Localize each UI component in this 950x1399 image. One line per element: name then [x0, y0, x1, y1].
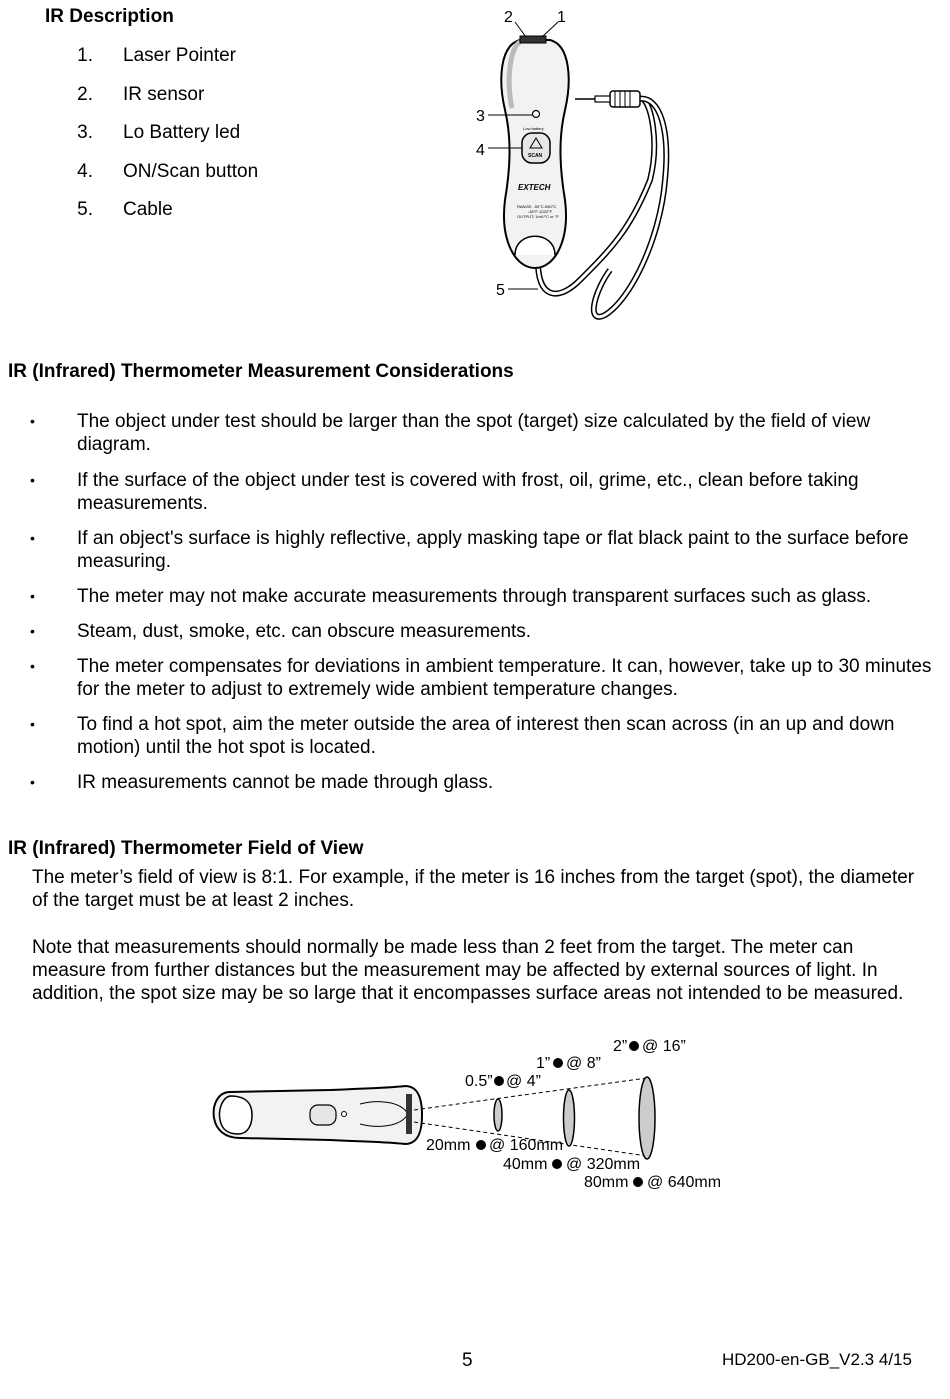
considerations-heading: IR (Infrared) Thermometer Measurement Considerations [8, 361, 514, 382]
field-of-view-heading: IR (Infrared) Thermometer Field of View [8, 838, 364, 859]
spot-one-inch [564, 1090, 575, 1146]
label-mm-2-size: 40mm [503, 1156, 548, 1173]
callout-3: 3 [476, 108, 485, 125]
svg-text:OUTPUT: 1mV/°C or °F: OUTPUT: 1mV/°C or °F [517, 214, 559, 219]
label-mm-2-dist: @ 320mm [566, 1156, 641, 1173]
page-number: 5 [462, 1350, 473, 1371]
svg-text:SCAN: SCAN [528, 153, 543, 159]
callout-4: 4 [476, 142, 485, 159]
field-of-view-paragraph-2: Note that measurements should normally be made less than 2 feet from the target. The meter can measure from further distances but the measurement may be affected by external sources of light. In addition, the spot size may be so large that it encompasses surface areas not intended to be measured. [32, 937, 904, 1004]
spot-half-inch [494, 1099, 502, 1131]
ir-description-heading: IR Description [45, 6, 174, 27]
spot-two-inch [639, 1077, 655, 1159]
field-of-view-paragraph-1: The meter’s field of view is 8:1. For example, if the meter is 16 inches from the target (spot), the diameter of the target must be at least 2 inches. [32, 867, 915, 911]
scan-button-side [310, 1105, 336, 1125]
svg-text:RANGE: -50°C-550°C: RANGE: -50°C-550°C [517, 204, 557, 209]
callout-5: 5 [496, 282, 505, 299]
label-inch-2-dist: @ 8” [566, 1055, 601, 1072]
thermometer-device-diagram [460, 0, 700, 325]
label-inch-1-size: 0.5” [465, 1073, 493, 1090]
svg-text:-45°F-1022°F: -45°F-1022°F [528, 209, 553, 214]
callout-1: 1 [557, 9, 566, 26]
svg-text:Low battery: Low battery [523, 126, 544, 131]
field-of-view-diagram [200, 1030, 740, 1195]
callout-2: 2 [504, 9, 513, 26]
lo-battery-led [533, 111, 540, 118]
label-mm-1-dist: @ 160mm [489, 1137, 564, 1154]
label-mm-3-size: 80mm [584, 1174, 629, 1191]
label-mm-3-dist: @ 640mm [647, 1174, 722, 1191]
label-inch-1-dist: @ 4” [506, 1073, 541, 1090]
label-mm-1-size: 20mm [426, 1137, 471, 1154]
label-inch-3-size: 2” [613, 1038, 628, 1055]
label-inch-3-dist: @ 16” [642, 1038, 686, 1055]
document-id: HD200-en-GB_V2.3 4/15 [722, 1350, 912, 1369]
svg-text:EXTECH: EXTECH [518, 183, 551, 192]
label-inch-2-size: 1” [536, 1055, 551, 1072]
